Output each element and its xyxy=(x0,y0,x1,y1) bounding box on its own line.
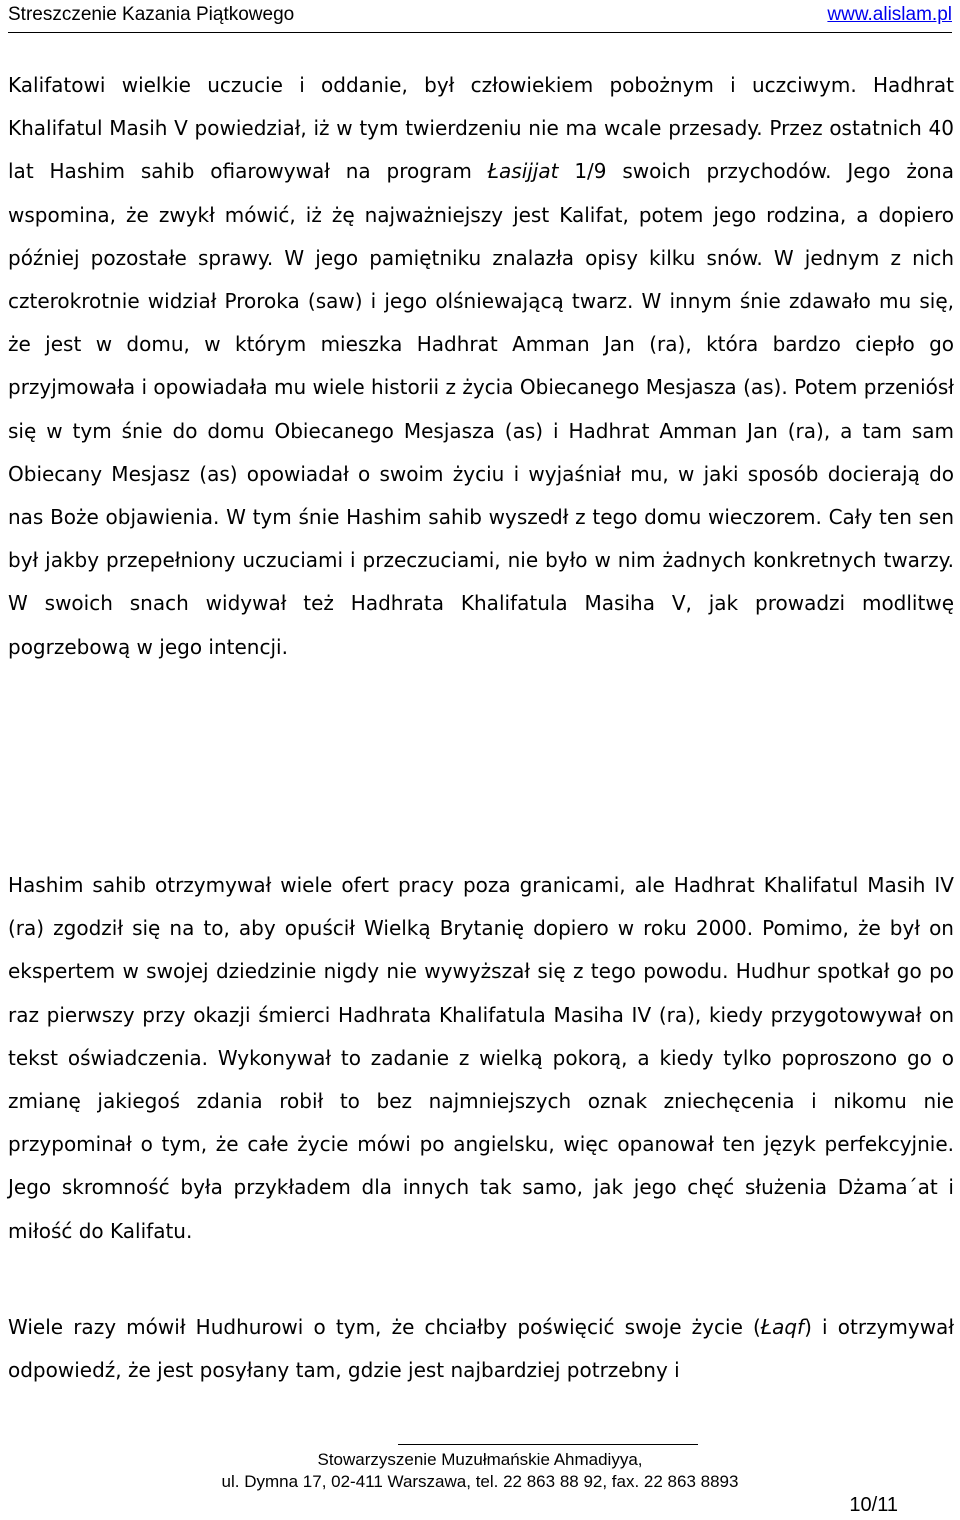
paragraph-3 xyxy=(8,1306,954,1392)
paragraph-3-text-b: ) i otrzymywał odpowiedź, że jest posyłany tam, gdzie jest najbardziej potrzebny i xyxy=(8,1315,954,1383)
header-divider xyxy=(8,32,952,33)
paragraph-2: Hashim sahib otrzymywał wiele ofert pracy poza granicami, ale Hadhrat Khalifatul Masih IV (ra) zgodził się na to, aby opuścił Wielką Brytanię dopiero w roku 2000. Pomimo, że był on ekspertem w swojej dziedzinie nigdy nie wywyższał się z tego powodu. Hudhur spotkał go po raz pierwszy przy okazji śmierci Hadhrata Khalifatula Masiha IV (ra), kiedy przygotowywał on tekst oświadczenia. Wykonywał to zadanie z wielką pokorą, a kiedy tylko poproszono go o zmianę jakiegoś zdania robił to bez najmniejszych oznak zniechęcenia i nikomu nie przypominał o tym, że całe życie mówi po angielsku, więc opanował ten język perfekcyjnie. Jego skromność była przykładem dla innych tak samo, jak jego chęć służenia Dżama´at i miłość do Kalifatu. xyxy=(8,873,954,1243)
paragraph-1-text-a: Kalifatowi wielkie uczucie i oddanie, był człowiekiem pobożnym i uczciwym. Hadhrat Khalifatul Masih V powiedział, iż w tym twierdzeniu nie ma wcale przesady. Przez ostatnich 40 lat Hashim sahib ofiarowywał na program xyxy=(8,73,954,184)
footer-address: ul. Dymna 17, 02-411 Warszawa, tel. 22 863 88 92, fax. 22 863 8893 xyxy=(221,1472,739,1491)
paragraph-1-text-b: 1/9 swoich przychodów. Jego żona wspomina, że zwykł mówić, iż żę najważniejszy jest Kalifat, potem jego rodzina, a dopiero później pozostałe sprawy. W jego pamiętniku znalazła opisy kilku snów. W jednym z nich czterokrotnie widział Proroka (saw) i jego olśniewającą twarz. W innym śnie zdawało mu się, że jest w domu, w którym mieszka Hadhrat Amman Jan (ra), która bardzo ciepło go przyjmowała i opowiadała mu wiele historii z życia Obiecanego Mesjasza (as). Potem przeniósł się w tym śnie do domu Obiecanego Mesjasza (as) i Hadhrat Amman Jan (ra), a tam sam Obiecany Mesjasz (as) opowiadał o swoim życiu i wyjaśniał mu, w jaki sposób docierają do nas Boże objawienia. W tym śnie Hashim sahib wyszedł z tego domu wieczorem. Cały ten sen był jakby przepełniony uczuciami i przeczuciami, nie było w nim żadnych konkretnych twarzy. W swoich snach widywał też Hadhrata Khalifatula Masiha V, jak prowadzi modlitwę pogrzebową w jego intencji. xyxy=(8,159,954,659)
header-title: Streszczenie Kazania Piątkowego xyxy=(8,4,295,25)
paragraph-1 xyxy=(8,64,954,669)
term-laqf: Łaqf xyxy=(760,1315,805,1339)
footer-divider xyxy=(398,1444,698,1445)
header-link[interactable]: www.alislam.pl xyxy=(827,4,952,25)
page-number: 10/11 xyxy=(849,1494,898,1516)
page-header xyxy=(8,4,952,28)
term-lasijjat: Łasijjat xyxy=(487,159,559,184)
paragraph-3-text-a: Wiele razy mówił Hudhurowi o tym, że chciałby poświęcić swoje życie ( xyxy=(8,1315,761,1339)
footer-organization: Stowarzyszenie Muzułmańskie Ahmadiyya, xyxy=(317,1450,643,1469)
